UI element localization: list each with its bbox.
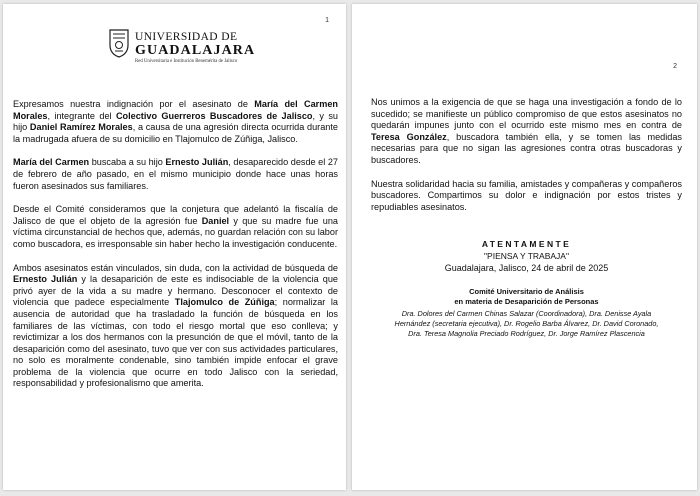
- university-seal-icon: [107, 28, 131, 58]
- members-line: Hernández (secretaria ejecutiva), Dr. Rogelio Barba Álvarez, Dr. David Coronado,: [394, 319, 659, 329]
- statement-body-right: [371, 97, 682, 225]
- document-page-2: [352, 4, 697, 490]
- page-number: 2: [673, 63, 677, 70]
- university-name-top: UNIVERSIDAD DE: [135, 31, 238, 43]
- statement-body-left: [13, 99, 338, 402]
- members-line: Dra. Dolores del Carmen Chinas Salazar (Coordinadora), Dra. Denisse Ayala: [401, 309, 652, 318]
- university-name-main: GUADALAJARA: [135, 43, 256, 58]
- paragraph-6: Nuestra solidaridad hacia su familia, amistades y compañeras y compañeros buscadores. Compartimos su dolor e indignación por estos tristes y repudiables asesinatos.: [371, 178, 682, 212]
- place-and-date: Guadalajara, Jalisco, 24 de abril de 2025: [444, 263, 609, 273]
- page-number: 1: [325, 17, 329, 24]
- university-motto: "PIENSA Y TRABAJA": [484, 251, 569, 261]
- university-logo: [107, 28, 257, 68]
- paragraph-4: Ambos asesinatos están vinculados, sin duda, con la actividad de búsqueda de Ernesto Julián y la desaparición de este es indisociable de la violencia que privó ayer de la vida a su madre y hermano. Desconocer el contexto de violencia que padece especialmente Tlajomulco de Zúñiga; normalizar la ausencia de autoridad que ha trasladado la función de búsqueda en los familiares de las víctimas, con todo el riesgo mortal que eso conlleva; y revictimizar a los dos hermanos con la presunción de que el móvil, tanto de la desaparición como del asesinato, tuvo que ver con sus actividades particulares, no solo es moralmente condenable, sino también impide enfocar el grave problema de la violencia que ocurre en todo Jalisco con la seriedad, responsabilidad y profesionalismo que amerita.: [13, 262, 339, 389]
- paragraph-3: Desde el Comité consideramos que la conjetura que adelantó la fiscalía de Jalisco de que el objeto de la agresión fue Daniel y que su madre fue una víctima circunstancial de hechos que, además, no guardan relación con su labor como buscadora, es irresponsable sin haber hecho la investigación conducente.: [13, 204, 338, 249]
- closing-atentamente: ATENTAMENTE: [481, 239, 572, 249]
- document-page-1: [3, 4, 346, 490]
- committee-name-line-1: Comité Universitario de Análisis: [469, 287, 584, 296]
- paragraph-1: Expresamos nuestra indignación por el asesinato de María del Carmen Morales, integrante del Colectivo Guerreros Buscadores de Jalisco, y su hijo Daniel Ramírez Morales, a causa de una agresión directa ocurrida durante la madrugada afuera de su domicilio en Tlajomulco de Zúñiga, Jalisco.: [13, 99, 339, 144]
- committee-members: [371, 309, 682, 340]
- members-line: Dra. Teresa Magnolia Preciado Rodríguez, Dr. Jorge Ramírez Plascencia: [408, 329, 645, 339]
- university-subtitle: Red Universitaria e Institución Benemérita de Jalisco: [135, 59, 238, 64]
- paragraph-2: María del Carmen buscaba a su hijo Ernesto Julián, desaparecido desde el 27 de febrero de año pasado, en el mismo municipio donde hace unas horas fueron asesinados sus familiares.: [13, 157, 338, 191]
- committee-name-line-2: en materia de Desaparición de Personas: [454, 297, 599, 306]
- paragraph-5: Nos unimos a la exigencia de que se haga una investigación a fondo de lo sucedido; se manifieste un público compromiso de que estos asesinatos no quedarán impunes junto con el ocurrido este mismo mes en contra de Teresa González, buscadora también ella, y se tomen las medidas necesarias para que no sigan las agresiones contra otras buscadoras y buscadores.: [371, 97, 682, 165]
